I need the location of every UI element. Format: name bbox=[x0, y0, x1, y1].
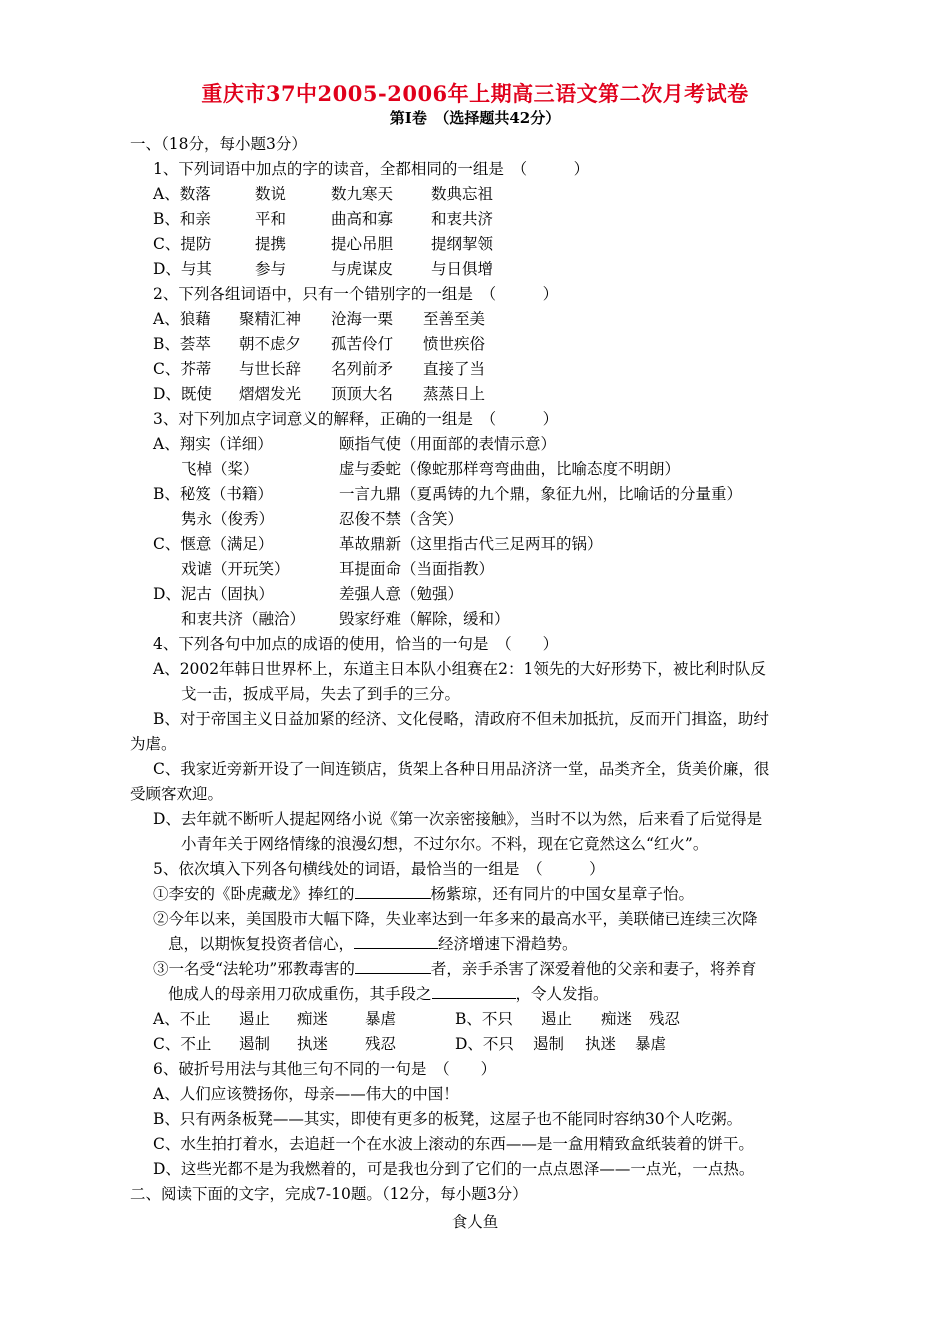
option-item: 数九寒天 bbox=[331, 185, 394, 203]
option-item: 遏制 bbox=[239, 1035, 271, 1053]
option-item: C、芥蒂 bbox=[153, 360, 212, 378]
option-row bbox=[153, 209, 493, 229]
option-item: 蒸蒸日上 bbox=[423, 385, 486, 403]
option-item: B、荟萃 bbox=[153, 335, 211, 353]
section-heading: 一、（18分，每小题3分） bbox=[130, 135, 307, 153]
option-text: B、只有两条板凳——其实，即使有更多的板凳，这屋子也不能同时容纳30个人吃粥。 bbox=[153, 1110, 743, 1128]
sentence-line: ②今年以来，美国股市大幅下降，失业率达到一年多来的最高水平，美联储已连续三次降 bbox=[153, 910, 758, 928]
option-item: 残忍 bbox=[649, 1010, 681, 1028]
fill-blank bbox=[354, 934, 438, 949]
option-row bbox=[153, 334, 485, 354]
sentence-text: 者，亲手杀害了深爱着他的父亲和妻子，将养育 bbox=[430, 960, 757, 978]
sentence-text: 他成人的母亲用刀砍成重伤，其手段之 bbox=[168, 985, 432, 1003]
option-item: 至善至美 bbox=[423, 310, 486, 328]
option-item: 耳提面命（当面指教） bbox=[339, 560, 495, 578]
option-text: B、对于帝国主义日益加紧的经济、文化侵略，清政府不但未加抵抗，反而开门揖盗，助纣 bbox=[153, 710, 769, 728]
option-item: D、与其 bbox=[153, 260, 212, 278]
option-item: 虚与委蛇（像蛇那样弯弯曲曲，比喻态度不明朗） bbox=[339, 460, 681, 478]
option-text: A、人们应该赞扬你，母亲——伟大的中国！ bbox=[153, 1085, 459, 1103]
question-stem: 2、下列各组词语中，只有一个错别字的一组是 （ ） bbox=[153, 285, 559, 303]
option-item: B、不只 bbox=[455, 1010, 513, 1028]
option-item: A、不止 bbox=[153, 1010, 211, 1028]
question-stem: 1、下列词语中加点的字的读音，全都相同的一组是 （ ） bbox=[153, 160, 590, 178]
sentence-line bbox=[168, 984, 609, 1004]
option-row bbox=[181, 459, 680, 479]
option-row bbox=[153, 384, 485, 404]
sentence-line bbox=[153, 959, 756, 979]
option-item: 和衷共济（融洽） bbox=[181, 610, 306, 628]
option-item: 沧海一栗 bbox=[331, 310, 394, 328]
option-item: C、提防 bbox=[153, 235, 212, 253]
passage-title: 食人鱼 bbox=[451, 1213, 499, 1231]
page-title: 重庆市37中2005-2006年上期高三语文第二次月考试卷 bbox=[201, 81, 749, 106]
option-item: 数说 bbox=[255, 185, 287, 203]
sentence-line bbox=[168, 934, 578, 954]
option-item: 直接了当 bbox=[423, 360, 486, 378]
option-item: 曲高和寡 bbox=[331, 210, 394, 228]
page-subtitle: 第Ⅰ卷 （选择题共42分） bbox=[389, 109, 561, 127]
option-row bbox=[153, 259, 493, 279]
question-stem: 4、下列各句中加点的成语的使用，恰当的一句是 （ ） bbox=[153, 635, 559, 653]
option-item: C、不止 bbox=[153, 1035, 212, 1053]
sentence-text: ，令人发指。 bbox=[515, 985, 609, 1003]
option-item: 遏止 bbox=[239, 1010, 271, 1028]
option-item: 名列前矛 bbox=[331, 360, 394, 378]
sentence-text: 杨紫琼，还有同片的中国女星章子怡。 bbox=[430, 885, 695, 903]
option-item: 隽永（俊秀） bbox=[181, 510, 275, 528]
option-text: D、这些光都不是为我燃着的，可是我也分到了它们的一点点恩泽——一点光，一点热。 bbox=[153, 1160, 755, 1178]
option-item: B、秘笈（书籍） bbox=[153, 485, 273, 503]
option-text: D、去年就不断听人提起网络小说《第一次亲密接触》，当时不以为然，后来看了后觉得是 bbox=[153, 810, 763, 828]
option-text: A、2002年韩日世界杯上，东道主日本队小组赛在2：1领先的大好形势下，被比利时队反 bbox=[153, 660, 766, 678]
option-item: A、翔实（详细） bbox=[153, 435, 273, 453]
option-row bbox=[153, 434, 556, 454]
option-item: 愤世疾俗 bbox=[423, 335, 486, 353]
option-row bbox=[153, 184, 493, 204]
option-row bbox=[153, 484, 742, 504]
option-item: 聚精汇神 bbox=[239, 310, 302, 328]
option-text: 小青年关于网络情缘的浪漫幻想，不过尔尔。不料，现在它竟然这么“红火”。 bbox=[181, 835, 709, 853]
sentence-text: ①李安的《卧虎藏龙》捧红的 bbox=[153, 885, 355, 903]
option-item: 一言九鼎（夏禹铸的九个鼎，象征九州，比喻话的分量重） bbox=[339, 485, 743, 503]
question-stem: 6、破折号用法与其他三句不同的一句是 （ ） bbox=[153, 1060, 497, 1078]
option-item: 执迷 bbox=[585, 1035, 617, 1053]
option-row bbox=[153, 1034, 666, 1054]
option-item: 忍俊不禁（含笑） bbox=[339, 510, 464, 528]
option-item: 残忍 bbox=[365, 1035, 397, 1053]
option-row bbox=[153, 309, 485, 329]
option-item: 痴迷 bbox=[297, 1010, 329, 1028]
option-item: 痴迷 bbox=[601, 1010, 633, 1028]
option-item: 颐指气使（用面部的表情示意） bbox=[339, 435, 557, 453]
option-item: 平和 bbox=[255, 210, 287, 228]
sentence-text: ③一名受“法轮功”邪教毒害的 bbox=[153, 960, 355, 978]
option-item: A、数落 bbox=[153, 185, 211, 203]
option-item: A、狼藉 bbox=[153, 310, 211, 328]
option-item: 顶顶大名 bbox=[331, 385, 394, 403]
option-item: B、和亲 bbox=[153, 210, 211, 228]
question-stem: 5、依次填入下列各句横线处的词语，最恰当的一组是 （ ） bbox=[153, 860, 605, 878]
option-item: 差强人意（勉强） bbox=[339, 585, 464, 603]
option-text: C、水生拍打着水，去追赶一个在水波上滚动的东西——是一盒用精致盒纸装着的饼干。 bbox=[153, 1135, 754, 1153]
option-item: 遏止 bbox=[541, 1010, 573, 1028]
option-row bbox=[181, 609, 510, 629]
option-text: C、我家近旁新开设了一间连锁店，货架上各种日用品济济一堂，品类齐全，货美价廉，很 bbox=[153, 760, 770, 778]
option-item: 与世长辞 bbox=[239, 360, 302, 378]
option-row bbox=[181, 559, 494, 579]
option-text: 戈一击，扳成平局，失去了到手的三分。 bbox=[181, 685, 461, 703]
option-item: 数典忘祖 bbox=[431, 185, 494, 203]
option-item: C、惬意（满足） bbox=[153, 535, 274, 553]
option-item: 毁家纾难（解除，缓和） bbox=[339, 610, 510, 628]
fill-blank bbox=[355, 884, 431, 899]
option-row bbox=[153, 534, 603, 554]
option-item: 朝不虑夕 bbox=[239, 335, 302, 353]
option-item: D、泥古（固执） bbox=[153, 585, 274, 603]
option-item: 提携 bbox=[255, 235, 287, 253]
option-item: 遏制 bbox=[533, 1035, 565, 1053]
option-item: 提心吊胆 bbox=[331, 235, 394, 253]
option-item: 执迷 bbox=[297, 1035, 329, 1053]
option-item: 参与 bbox=[255, 260, 287, 278]
option-item: 与日俱增 bbox=[431, 260, 494, 278]
option-item: 飞棹（桨） bbox=[181, 460, 259, 478]
sentence-line bbox=[153, 884, 694, 904]
option-text: 为虐。 bbox=[130, 735, 177, 753]
fill-blank bbox=[355, 959, 431, 974]
option-row bbox=[153, 1009, 680, 1029]
option-item: 熠熠发光 bbox=[239, 385, 302, 403]
option-row bbox=[153, 234, 493, 254]
sentence-text: 息，以期恢复投资者信心， bbox=[168, 935, 355, 953]
option-item: 革故鼎新（这里指古代三足两耳的锅） bbox=[339, 535, 603, 553]
fill-blank bbox=[432, 984, 516, 999]
option-item: 孤苦伶仃 bbox=[331, 335, 394, 353]
option-item: 与虎谋皮 bbox=[331, 260, 394, 278]
option-item: 戏谑（开玩笑） bbox=[181, 560, 290, 578]
option-row bbox=[153, 584, 463, 604]
sentence-text: 经济增速下滑趋势。 bbox=[438, 935, 578, 953]
option-item: 和衷共济 bbox=[431, 210, 494, 228]
option-row bbox=[181, 509, 463, 529]
option-item: D、既使 bbox=[153, 385, 212, 403]
option-item: 暴虐 bbox=[635, 1035, 667, 1053]
section-heading: 二、阅读下面的文字，完成7-10题。（12分，每小题3分） bbox=[130, 1185, 528, 1203]
option-item: D、不只 bbox=[455, 1035, 514, 1053]
option-item: 暴虐 bbox=[365, 1010, 397, 1028]
option-text: 受顾客欢迎。 bbox=[130, 785, 224, 803]
option-row bbox=[153, 359, 485, 379]
question-stem: 3、对下列加点字词意义的解释，正确的一组是 （ ） bbox=[153, 410, 559, 428]
option-item: 提纲挈领 bbox=[431, 235, 494, 253]
